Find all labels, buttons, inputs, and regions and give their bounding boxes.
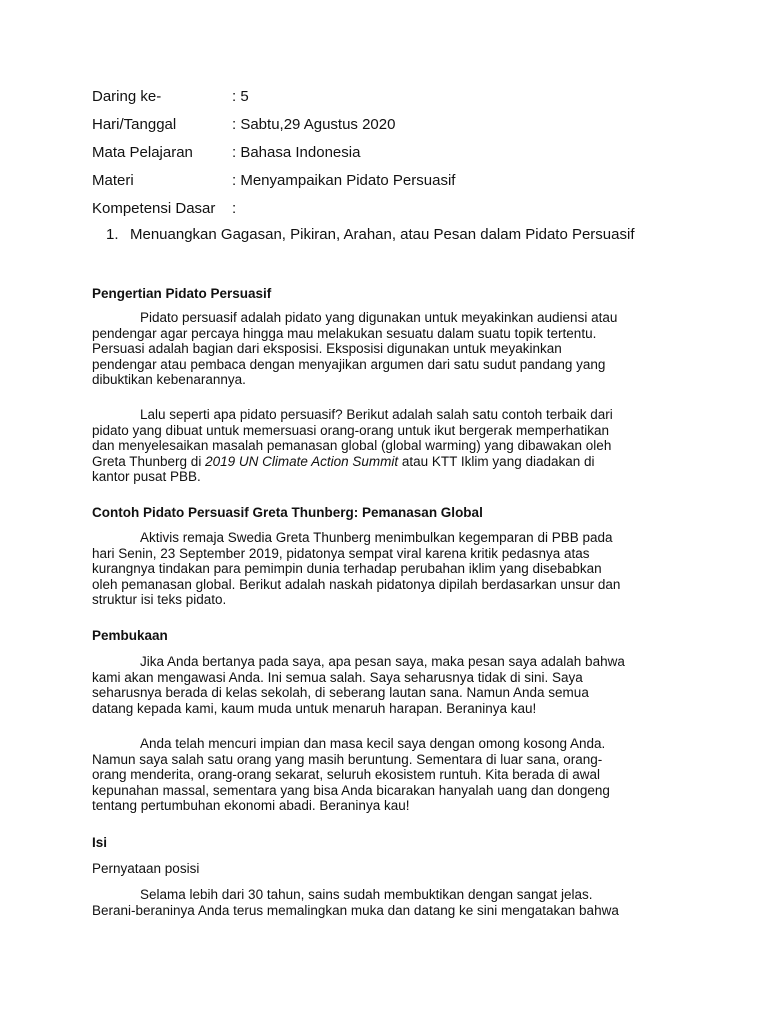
text-line: Namun saya salah satu orang yang masih beruntung. Sementara di luar sana, orang- [92, 751, 603, 767]
paragraph-pengertian-2 [92, 407, 680, 485]
text-line: Aktivis remaja Swedia Greta Thunberg menimbulkan kegemparan di PBB pada [140, 530, 613, 545]
text-line: pendengar agar percaya hingga mau melakukan sesuatu dalam suatu topik tertentu. [92, 325, 597, 341]
text-line: kami akan mengawasi Anda. Ini semua salah. Saya seharusnya tidak di sini. Saya [92, 669, 583, 685]
paragraph-isi-1 [92, 887, 680, 918]
meta-label: Daring ke- [92, 88, 162, 105]
meta-value: : Bahasa Indonesia [232, 144, 361, 161]
text-line: pendengar atau pembaca dengan menyajikan argumen dari satu sudut pandang yang [92, 356, 606, 372]
meta-label: Mata Pelajaran [92, 144, 193, 161]
text-line: Lalu seperti apa pidato persuasif? Berikut adalah salah satu contoh terbaik dari [140, 407, 613, 422]
text-line: pidato yang dibuat untuk memersuasi orang-orang untuk ikut bergerak memperhatikan [92, 422, 610, 438]
text-line: Jika Anda bertanya pada saya, apa pesan saya, maka pesan saya adalah bahwa [140, 654, 625, 669]
text-line: tentang pertumbuhan ekonomi abadi. Beraninya kau! [92, 798, 410, 813]
meta-value: : [232, 200, 237, 217]
meta-value: : 5 [232, 88, 249, 105]
list-text: Menuangkan Gagasan, Pikiran, Arahan, atau Pesan dalam Pidato Persuasif [130, 226, 635, 243]
text-line: kurangnya tindakan para pemimpin dunia terhadap perubahan iklim yang disebabkan [92, 561, 602, 576]
list-number: 1. [106, 226, 119, 243]
italic-event-name: 2019 UN Climate Action Summit [205, 453, 399, 469]
text-line: seharusnya berada di kelas sekolah, di seberang lautan sana. Namun Anda semua [92, 685, 589, 700]
text-line: Selama lebih dari 30 tahun, sains sudah membuktikan dengan sangat jelas. [140, 887, 593, 902]
paragraph-contoh-1 [92, 530, 680, 608]
text-line: Pidato persuasif adalah pidato yang digunakan untuk meyakinkan audiensi atau [140, 310, 618, 325]
paragraph-pembukaan-2 [92, 736, 680, 814]
meta-value: : Menyampaikan Pidato Persuasif [232, 172, 456, 189]
text-line: orang menderita, orang-orang sekarat, seluruh ekosistem runtuh. Kita berada di awal [92, 767, 601, 782]
section-heading-pembukaan: Pembukaan [92, 628, 168, 643]
text-segment: Greta Thunberg di [92, 453, 206, 469]
meta-label: Kompetensi Dasar [92, 200, 216, 217]
text-line: hari Senin, 23 September 2019, pidatonya sempat viral karena kritik pedasnya atas [92, 545, 590, 561]
text-line: datang kepada kami, kaum muda untuk menaruh harapan. Beraninya kau! [92, 700, 537, 716]
text-line: Persuasi adalah bagian dari eksposisi. Eksposisi digunakan untuk meyakinkan [92, 341, 562, 356]
text-line [92, 454, 680, 470]
paragraph-pembukaan-1 [92, 654, 680, 716]
text-line: kantor pusat PBB. [92, 469, 201, 484]
text-segment: atau KTT Iklim yang diadakan di [398, 453, 595, 469]
section-heading-contoh: Contoh Pidato Persuasif Greta Thunberg: Pemanasan Global [92, 505, 483, 520]
section-heading-isi: Isi [92, 835, 108, 850]
text-line: Berani-beraninya Anda terus memalingkan muka dan datang ke sini mengatakan bahwa [92, 902, 619, 918]
meta-value: : Sabtu,29 Agustus 2020 [232, 116, 396, 133]
meta-label: Hari/Tanggal [92, 116, 177, 133]
text-line: Anda telah mencuri impian dan masa kecil saya dengan omong kosong Anda. [140, 736, 606, 751]
section-heading-pengertian: Pengertian Pidato Persuasif [92, 286, 272, 301]
text-line: oleh pemanasan global. Berikut adalah naskah pidatonya dipilah berdasarkan unsur dan [92, 576, 621, 592]
text-line: struktur isi teks pidato. [92, 592, 227, 607]
meta-label: Materi [92, 172, 134, 189]
text-line: dibuktikan kebenarannya. [92, 372, 246, 387]
subheading-pernyataan-posisi: Pernyataan posisi [92, 861, 200, 876]
paragraph-pengertian-1 [92, 310, 680, 388]
text-line: kepunahan massal, sementara yang bisa Anda bicarakan hanyalah uang dan dongeng [92, 782, 610, 798]
text-line: dan menyelesaikan masalah pemanasan global (global warming) yang dibawakan oleh [92, 438, 612, 453]
